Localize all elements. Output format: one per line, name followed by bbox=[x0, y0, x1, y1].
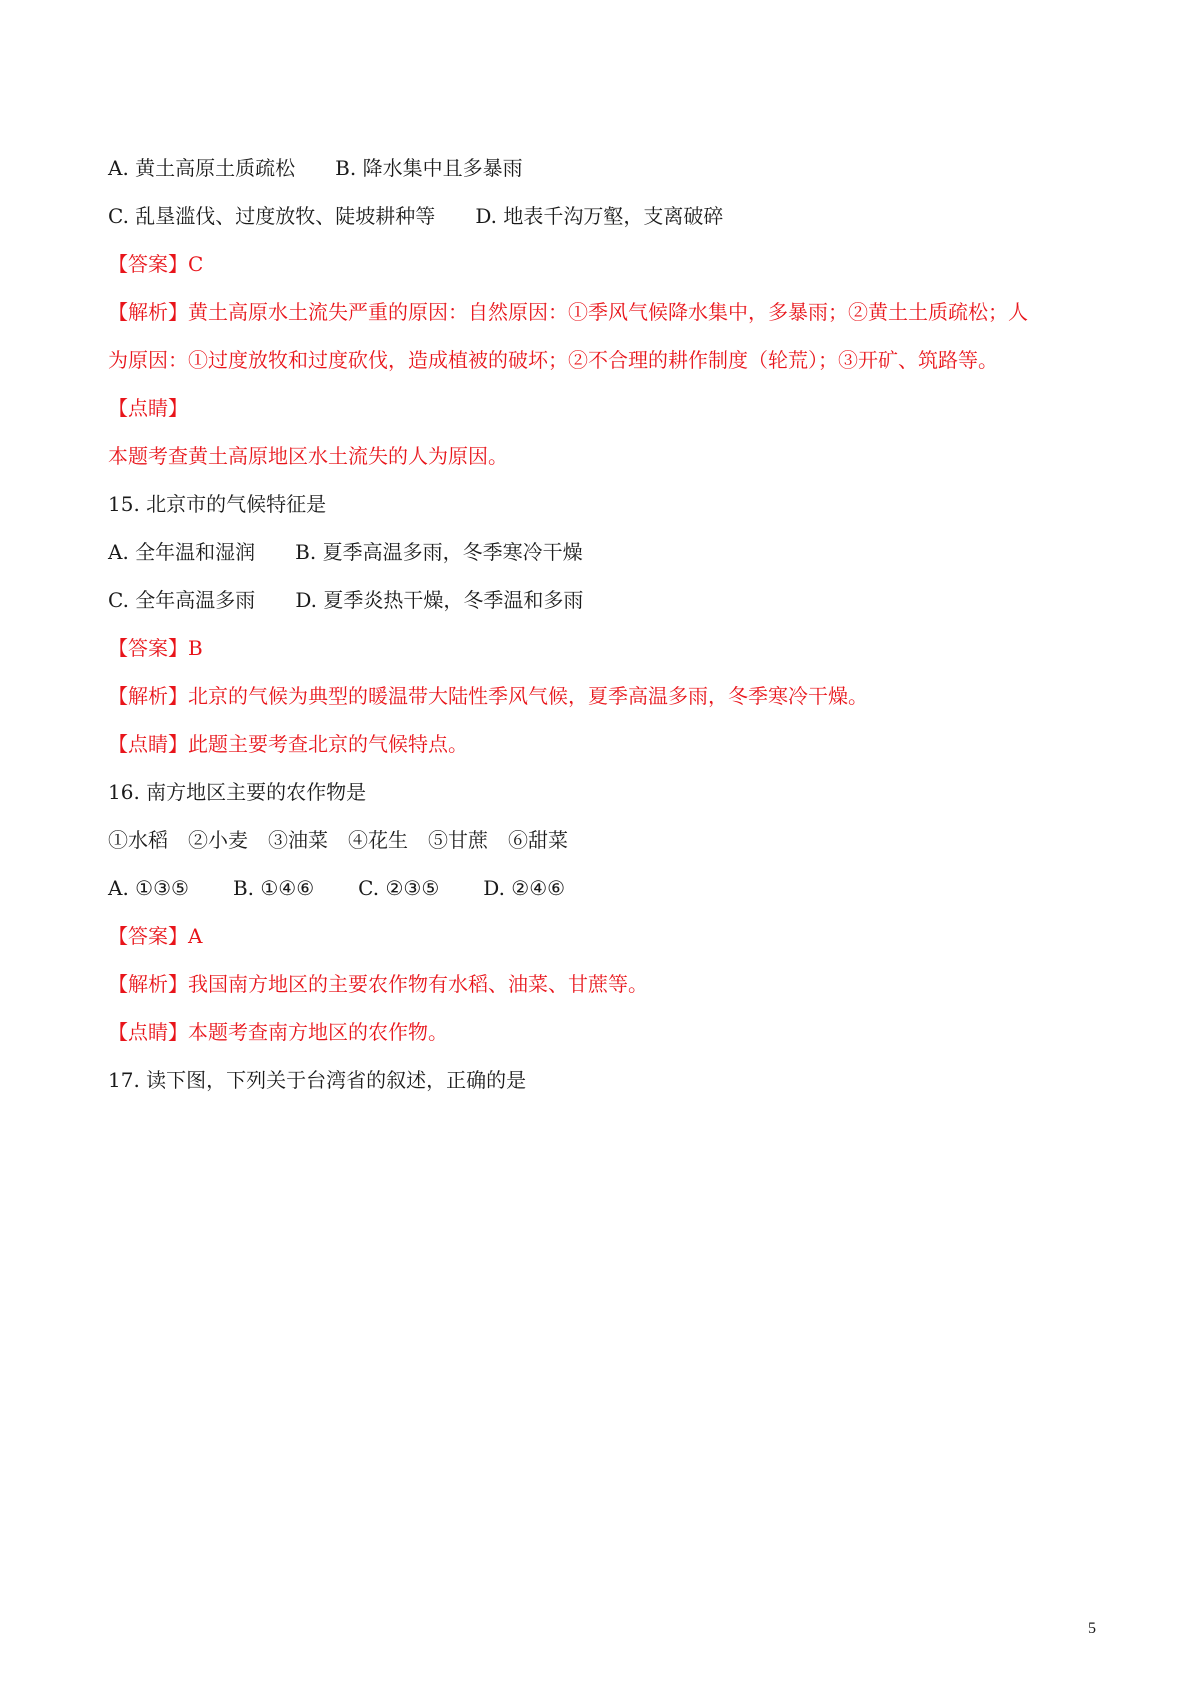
q16-option-d: D. ②④⑥ bbox=[483, 876, 566, 900]
q16-option-b: B. ①④⑥ bbox=[232, 876, 315, 900]
q16-options bbox=[108, 874, 565, 902]
q16-item: ②小麦 bbox=[188, 828, 248, 852]
q15-options-row-1 bbox=[108, 538, 583, 566]
q16-option-c: C. ②③⑤ bbox=[358, 876, 440, 900]
q14-options-row-1 bbox=[108, 154, 523, 182]
analysis-label: 【解析】 bbox=[108, 684, 188, 708]
q16-item: ④花生 bbox=[348, 828, 408, 852]
question-stem: 16. 南方地区主要的农作物是 bbox=[108, 780, 367, 804]
analysis-text: 我国南方地区的主要农作物有水稻、油菜、甘蔗等。 bbox=[188, 972, 648, 996]
comment-text: 本题考查南方地区的农作物。 bbox=[188, 1020, 448, 1044]
q16-option-a: A. ①③⑤ bbox=[108, 876, 189, 900]
q14-options-row-2 bbox=[108, 202, 723, 230]
q14-analysis-line-2 bbox=[108, 346, 998, 374]
q15-stem bbox=[108, 490, 326, 518]
q15-option-a: A. 全年温和湿润 bbox=[108, 540, 256, 564]
answer-value: A bbox=[188, 924, 203, 948]
q15-comment bbox=[108, 730, 468, 758]
q14-option-a: A. 黄土高原土质疏松 bbox=[108, 156, 296, 180]
comment-label: 【点睛】 bbox=[108, 1020, 188, 1044]
comment-label: 【点睛】 bbox=[108, 396, 188, 420]
q16-stem bbox=[108, 778, 366, 806]
question-stem: 17. 读下图，下列关于台湾省的叙述，正确的是 bbox=[108, 1068, 527, 1092]
comment-text: 此题主要考查北京的气候特点。 bbox=[188, 732, 468, 756]
q14-analysis-line-1 bbox=[108, 298, 1028, 326]
analysis-text: 为原因：①过度放牧和过度砍伐，造成植被的破坏；②不合理的耕作制度（轮荒）；③开矿、筑路等。 bbox=[108, 348, 998, 372]
q16-analysis bbox=[108, 970, 648, 998]
comment-text: 本题考查黄土高原地区水土流失的人为原因。 bbox=[108, 444, 508, 468]
q16-item: ①水稻 bbox=[108, 828, 168, 852]
q15-option-c: C. 全年高温多雨 bbox=[108, 588, 256, 612]
q15-option-d: D. 夏季炎热干燥，冬季温和多雨 bbox=[295, 588, 584, 612]
q14-comment-text bbox=[108, 442, 508, 470]
analysis-label: 【解析】 bbox=[108, 300, 188, 324]
q14-option-c: C. 乱垦滥伐、过度放牧、陡坡耕种等 bbox=[108, 204, 436, 228]
q15-analysis bbox=[108, 682, 868, 710]
analysis-text: 北京的气候为典型的暖温带大陆性季风气候，夏季高温多雨，冬季寒冷干燥。 bbox=[188, 684, 868, 708]
q14-answer bbox=[108, 250, 203, 278]
analysis-label: 【解析】 bbox=[108, 972, 188, 996]
q15-option-b: B. 夏季高温多雨，冬季寒冷干燥 bbox=[295, 540, 583, 564]
q16-item: ⑥甜菜 bbox=[508, 828, 568, 852]
page-number: 5 bbox=[1088, 1620, 1096, 1637]
q14-option-d: D. 地表千沟万壑，支离破碎 bbox=[475, 204, 724, 228]
answer-value: C bbox=[188, 252, 204, 276]
q14-option-b: B. 降水集中且多暴雨 bbox=[335, 156, 523, 180]
q16-item: ③油菜 bbox=[268, 828, 328, 852]
q15-answer bbox=[108, 634, 203, 662]
q16-comment bbox=[108, 1018, 448, 1046]
q16-item: ⑤甘蔗 bbox=[428, 828, 488, 852]
answer-label: 【答案】 bbox=[108, 924, 188, 948]
answer-label: 【答案】 bbox=[108, 636, 188, 660]
q16-answer bbox=[108, 922, 202, 950]
question-stem: 15. 北京市的气候特征是 bbox=[108, 492, 327, 516]
answer-label: 【答案】 bbox=[108, 252, 188, 276]
answer-value: B bbox=[188, 636, 203, 660]
q15-options-row-2 bbox=[108, 586, 583, 614]
q16-items bbox=[108, 826, 568, 854]
analysis-text: 黄土高原水土流失严重的原因：自然原因：①季风气候降水集中，多暴雨；②黄土土质疏松；人 bbox=[188, 300, 1028, 324]
comment-label: 【点睛】 bbox=[108, 732, 188, 756]
q14-comment-label bbox=[108, 394, 188, 422]
q17-stem bbox=[108, 1066, 526, 1094]
